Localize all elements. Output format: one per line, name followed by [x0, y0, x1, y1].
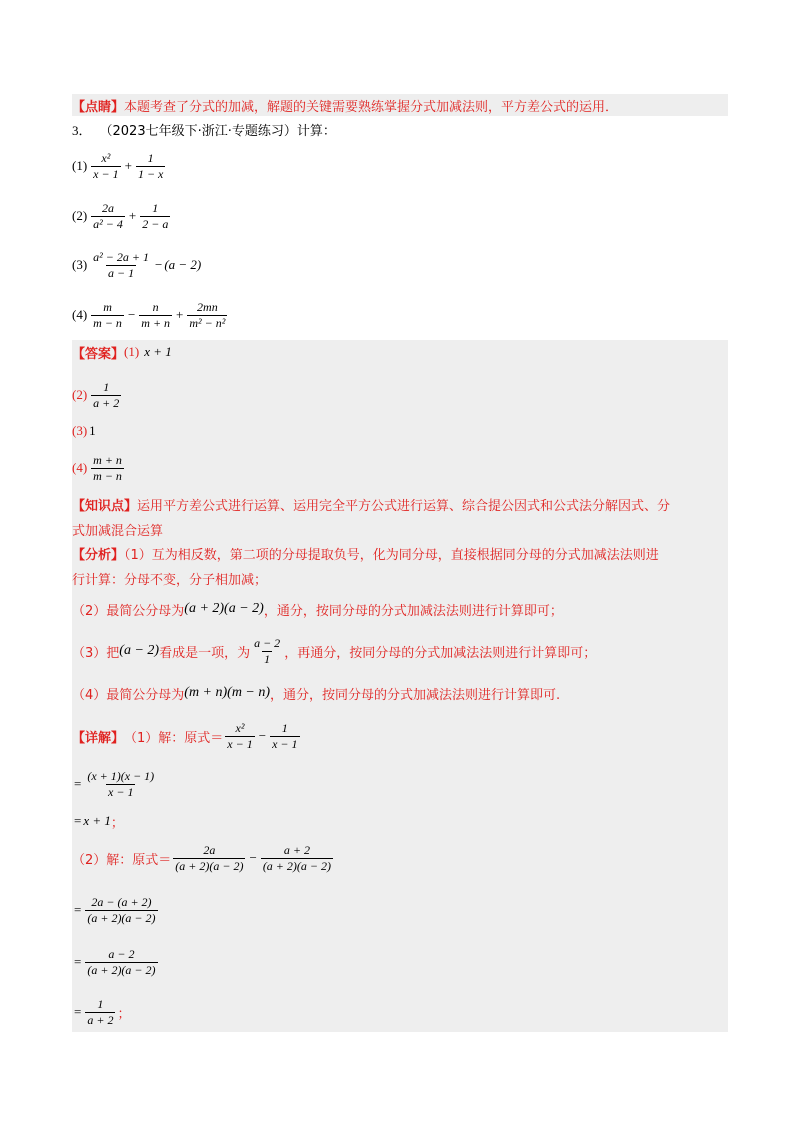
fraction: $\frac{\text{x²}}{x - 1}$: [227, 720, 253, 751]
fraction: $\frac{1}{x - 1}$: [272, 720, 298, 751]
fraction: $\frac{m + n}{m - n}$: [93, 452, 122, 483]
analysis-paragraph-1: [72, 543, 728, 593]
answer-value: x + 1: [144, 344, 172, 359]
operator: −: [249, 850, 257, 865]
operator: +: [124, 158, 132, 173]
detail-text: （1）解：原式＝: [124, 730, 224, 746]
analysis-paragraph-3: [72, 632, 596, 670]
expression: (a − 2): [119, 643, 160, 658]
fraction: $\frac{1}{2 - a}$: [142, 200, 169, 231]
detail-step-2-line-2: [72, 890, 160, 930]
equals-sign: =: [74, 954, 82, 969]
equals-sign: =: [74, 902, 82, 917]
detail-step-2-line-3: [72, 942, 160, 982]
item-label: (3): [72, 423, 88, 438]
expression: x + 1: [83, 813, 111, 828]
item-label: (4): [72, 460, 88, 475]
answer-tag: 【答案】: [72, 346, 125, 362]
expression: (a − 2): [164, 257, 202, 272]
analysis-text: （2）最简公分母为: [72, 603, 185, 619]
knowledge-tag: 【知识点】: [72, 499, 138, 514]
question-header: [72, 118, 336, 140]
answer-3: [72, 420, 96, 442]
fraction: $\frac{a - 2}{(a + 2)(a - 2)}$: [87, 946, 156, 977]
answer-value: 1: [89, 423, 96, 438]
detail-step-2-line-4: [72, 992, 130, 1032]
equals-sign: =: [74, 776, 82, 791]
item-label: (2): [72, 387, 88, 402]
operator: −: [258, 728, 267, 743]
fraction: $\frac{1}{a + 2}$: [87, 996, 114, 1027]
operator: −: [127, 307, 136, 322]
analysis-paragraph-2: [72, 596, 563, 622]
operator: +: [176, 307, 184, 322]
question-item-2: [72, 196, 172, 236]
fraction: $\frac{2a}{\text{a² − 4}}$: [93, 200, 123, 231]
fraction: $\frac{(x + 1)(x - 1)}{x - 1}$: [87, 768, 155, 799]
knowledge-line-2: 式加减混合运算: [72, 524, 164, 539]
analysis-text: ，通分，按同分母的分式加减法法则进行计算即可.: [270, 687, 561, 703]
item-label: (3): [72, 257, 88, 272]
equals-sign: =: [74, 1004, 82, 1019]
analysis-tag: 【分析】: [72, 548, 125, 563]
detail-step-1-line-3: [72, 810, 124, 832]
fraction: $\frac{1}{a + 2}$: [93, 379, 120, 410]
answer-2: [72, 375, 123, 415]
knowledge-text: 运用平方差公式进行运算、运用完全平方公式进行运算、综合提公因式和公式法分解因式、分: [137, 499, 671, 514]
question-number: 3．: [72, 122, 92, 138]
answer-4: [72, 448, 126, 488]
item-label: (1): [124, 344, 140, 359]
analysis-paragraph-4: [72, 680, 560, 706]
punctuation: ；: [117, 1006, 131, 1022]
fraction: $\frac{a + 2}{(a + 2)(a - 2)}$: [262, 842, 331, 873]
analysis-text: ，再通分，按同分母的分式加减法法则进行计算即可；: [284, 645, 597, 661]
analysis-text: 看成是一项，为: [159, 645, 251, 661]
answer-1: [72, 341, 172, 363]
detail-step-1-line-1: [72, 716, 302, 756]
expression: (m + n)(m − n): [184, 685, 271, 700]
fraction: $\frac{\text{a² − 2a + 1}}{a - 1}$: [93, 249, 149, 280]
detail-tag: 【详解】: [72, 730, 125, 746]
knowledge-paragraph: [72, 494, 728, 544]
item-label: (2): [72, 208, 88, 223]
operator: +: [128, 208, 137, 223]
question-source: （2023七年级下·浙江·专题练习）计算：: [99, 123, 336, 139]
analysis-line-1: [72, 543, 728, 568]
question-item-3: [72, 245, 201, 285]
operator: −: [154, 257, 163, 272]
question-item-1: [72, 146, 167, 186]
fraction: $\frac{2a}{(a + 2)(a - 2)}$: [175, 842, 244, 873]
fraction: $\frac{2mn}{\text{m² − n²}}$: [189, 299, 226, 330]
analysis-line-2: 行计算：分母不变，分子相加减；: [72, 573, 268, 588]
note-text: 本题考查了分式的加减，解题的关键需要熟练掌握分式加减法则，平方差公式的运用．: [124, 99, 619, 115]
punctuation: ；: [110, 815, 124, 831]
note-line: [72, 94, 618, 116]
note-tag: 【点睛】: [72, 99, 125, 115]
equals-sign: =: [74, 813, 82, 828]
fraction: $\frac{1}{1 - x}$: [137, 150, 164, 181]
fraction: $\frac{a - 2}{1}$: [254, 635, 281, 666]
fraction: $\frac{n}{m + n}$: [141, 299, 171, 330]
fraction: $\frac{2a - (a + 2)}{(a + 2)(a - 2)}$: [87, 894, 156, 925]
analysis-text: （1）互为相反数，第二项的分母提取负号，化为同分母，直接根据同分母的分式加减法法则进: [124, 548, 659, 563]
detail-step-1-line-2: [72, 764, 158, 804]
fraction: $\frac{\text{x²}}{x - 1}$: [93, 150, 119, 181]
detail-text: （2）解：原式＝: [72, 852, 172, 868]
item-label: (4): [72, 307, 88, 322]
analysis-text: （3）把: [72, 645, 120, 661]
detail-step-2-line-1: [72, 838, 335, 878]
analysis-text: （4）最简公分母为: [72, 687, 185, 703]
item-label: (1): [72, 158, 88, 173]
knowledge-line-1: [72, 494, 728, 519]
analysis-text: ，通分，按同分母的分式加减法法则进行计算即可；: [263, 603, 563, 619]
expression: (a + 2)(a − 2): [184, 601, 264, 616]
question-item-4: [72, 295, 229, 335]
fraction: $\frac{m}{m - n}$: [93, 299, 122, 330]
